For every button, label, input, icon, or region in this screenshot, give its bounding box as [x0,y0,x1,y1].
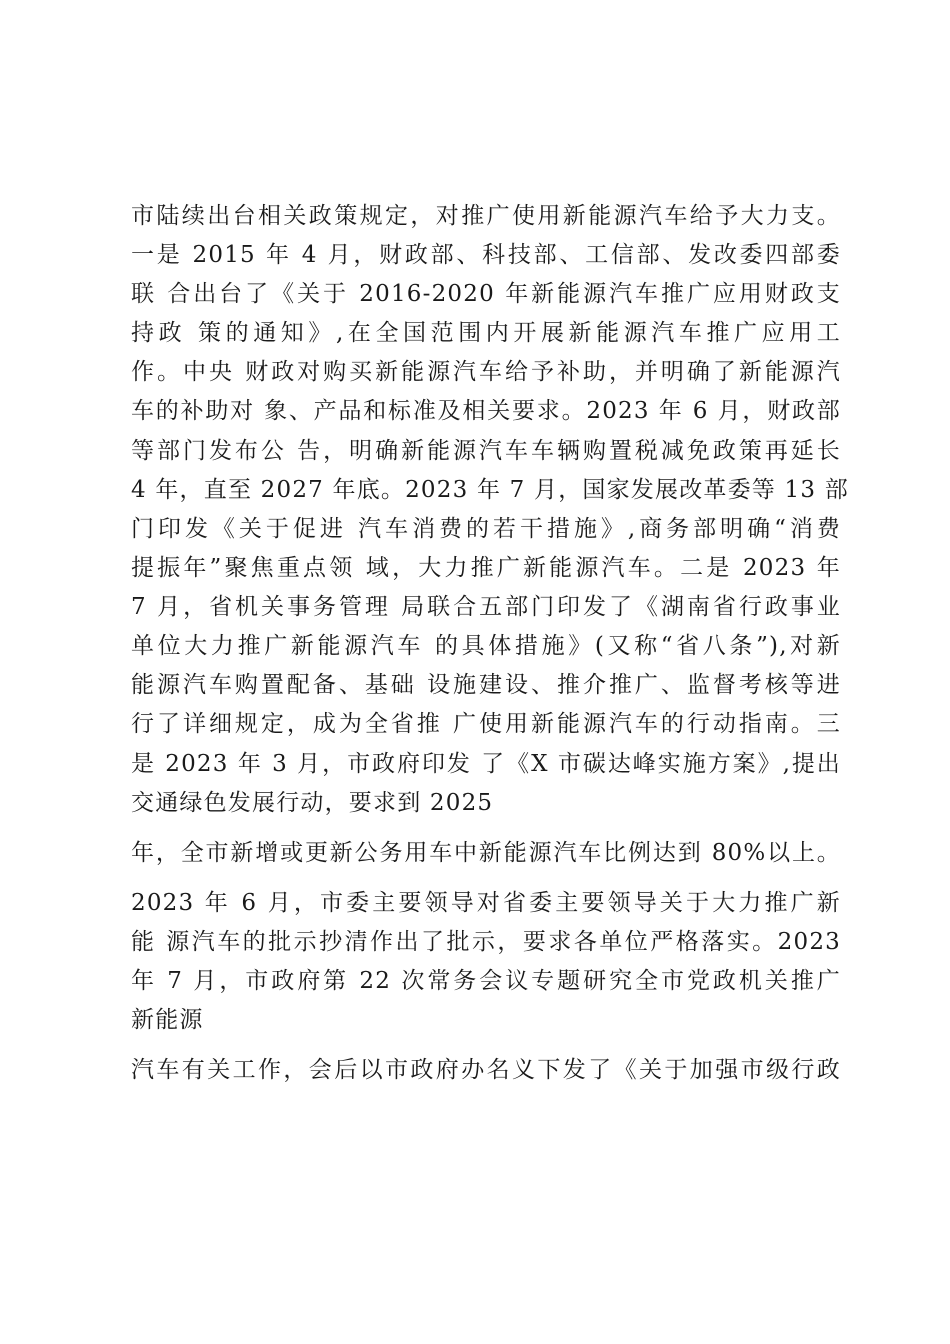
text-line: 是 2023 年 3 月，市政府印发 了《X 市碳达峰实施方案》,提出 [131,751,841,777]
text-line: 车的补助对 象、产品和标准及相关要求。2023 年 6 月，财政部 [131,398,841,424]
text-line: 交通绿色发展行动，要求到 2025 [131,790,494,816]
text-line: 联 合出台了《关于 2016-2020 年新能源汽车推广应用财政支 [131,281,841,307]
text-line: 一是 2015 年 4 月，财政部、科技部、工信部、发改委四部委 [131,242,841,268]
text-line: 能 源汽车的批示抄清作出了批示，要求各单位严格落实。2023 [131,929,841,955]
text-line: 门印发《关于促进 汽车消费的若干措施》,商务部明确“消费 [131,516,841,542]
text-line: 年，全市新增或更新公务用车中新能源汽车比例达到 80%以上。 [131,840,841,866]
text-line: 单位大力推广新能源汽车 的具体措施》(又称“省八条”),对新 [131,633,841,659]
text-line: 新能源 [131,1007,204,1033]
text-line: 市陆续出台相关政策规定，对推广使用新能源汽车给予大力支。 [131,203,841,229]
text-line: 年 7 月，市政府第 22 次常务会议专题研究全市党政机关推广 [131,968,841,994]
text-line: 行了详细规定，成为全省推 广使用新能源汽车的行动指南。三 [131,711,841,737]
text-line: 作。中央 财政对购买新能源汽车给予补助，并明确了新能源汽 [131,359,841,385]
text-line: 汽车有关工作，会后以市政府办名义下发了《关于加强市级行政 [131,1057,841,1083]
text-line: 2023 年 6 月，市委主要领导对省委主要领导关于大力推广新 [131,890,841,916]
text-line: 等部门发布公 告，明确新能源汽车车辆购置税减免政策再延长 [131,438,841,464]
text-line: 7 月，省机关事务管理 局联合五部门印发了《湖南省行政事业 [131,594,841,620]
text-line: 4 年，直至 2027 年底。2023 年 7 月，国家发展改革委等 13 部 [131,477,849,503]
text-line: 提振年”聚焦重点领 域，大力推广新能源汽车。二是 2023 年 [131,555,841,581]
text-line: 能源汽车购置配备、基础 设施建设、推介推广、监督考核等进 [131,672,841,698]
text-line: 持政 策的通知》,在全国范围内开展新能源汽车推广应用工 [131,320,841,346]
